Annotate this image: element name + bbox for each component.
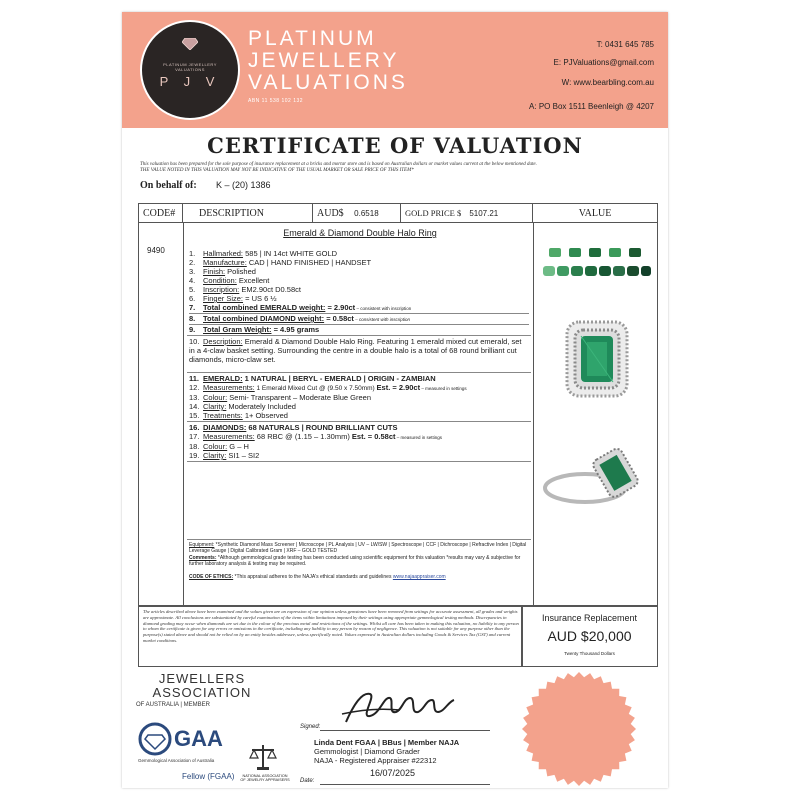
ring-side-view-icon bbox=[541, 438, 651, 514]
spec-number: 15. bbox=[189, 411, 200, 420]
spec-value: 585 | IN 14ct WHITE GOLD bbox=[243, 249, 338, 258]
date-label: Date: bbox=[300, 778, 315, 784]
spec-label: Inscription: bbox=[203, 285, 240, 294]
ring-top-view-icon bbox=[547, 312, 647, 406]
spec-estimate: Est. = 2.90ct bbox=[376, 383, 421, 392]
fellow-title: Fellow (FGAA) bbox=[182, 772, 235, 781]
contact-email[interactable]: E: PJValuations@gmail.com bbox=[553, 58, 654, 67]
logo-letters: P J V bbox=[159, 74, 221, 89]
comments-label: Comments: bbox=[189, 555, 217, 561]
description-text: Emerald & Diamond Double Halo Ring. Featuring 1 emerald mixed cut emerald, set in a 4-claw basket setting. Surrounding the centre in a double halo is a total of 68 round brilliant cut diamonds, micro-claw set. bbox=[189, 337, 522, 364]
spec-number: 9. bbox=[189, 325, 196, 334]
ethics-text: *This appraisal adheres to the NAJA's ethical standards and guidelines bbox=[233, 574, 393, 580]
signature-icon bbox=[340, 684, 460, 728]
spec-number: 13. bbox=[189, 393, 200, 402]
spec-list bbox=[189, 249, 529, 334]
spec-row bbox=[189, 451, 529, 460]
header-aud bbox=[313, 204, 401, 223]
spec-value: 1+ Observed bbox=[242, 411, 288, 420]
spec-label: Measurements: bbox=[203, 383, 255, 392]
spec-number: 11. bbox=[189, 374, 200, 383]
intro-line-1: This valuation has been prepared for the sole purpose of insurance replacement at a bricks and mortar store and is based on Australian dollars or market values current at the below mentioned date. bbox=[140, 162, 537, 167]
spec-row bbox=[189, 276, 529, 285]
insurance-label: Insurance Replacement bbox=[541, 613, 638, 623]
spec-number: 7. bbox=[189, 303, 196, 312]
spec-row bbox=[189, 393, 529, 402]
ja-subtitle: OF AUSTRALIA | MEMBER bbox=[136, 702, 210, 708]
spec-label: Treatments: bbox=[203, 411, 243, 420]
section-divider bbox=[187, 421, 531, 422]
spec-number: 6. bbox=[189, 294, 196, 303]
ethics-note bbox=[189, 574, 531, 580]
spec-row bbox=[189, 303, 529, 313]
contact-phone: T: 0431 645 785 bbox=[596, 40, 654, 49]
spec-value: Semi- Transparent – Moderate Blue Green bbox=[227, 393, 372, 402]
gold-value: 5107.21 bbox=[469, 209, 499, 218]
header-band bbox=[122, 12, 668, 128]
spec-row bbox=[189, 313, 529, 325]
gaa-logo-text: GAA bbox=[174, 726, 223, 751]
signer-registration: NAJA - Registered Appraiser #22312 bbox=[314, 756, 437, 765]
spec-number: 18. bbox=[189, 442, 200, 451]
spec-value: EM2.90ct D0.58ct bbox=[239, 285, 301, 294]
brand-name bbox=[248, 28, 408, 94]
spec-note: – measured in settings bbox=[395, 435, 443, 440]
spec-number: 4. bbox=[189, 276, 196, 285]
emerald-label: EMERALD: bbox=[203, 374, 243, 383]
insurance-amount-words: Twenty Thousand Dollars bbox=[564, 651, 615, 656]
signer-name: Linda Dent FGAA | BBus | Member NAJA bbox=[314, 738, 460, 747]
signed-label: Signed: bbox=[300, 724, 321, 730]
gaa-emblem-icon bbox=[138, 722, 172, 756]
aud-label: AUD$ bbox=[317, 208, 344, 219]
spec-number: 14. bbox=[189, 402, 200, 411]
section-divider bbox=[187, 539, 531, 540]
spec-label: Total combined DIAMOND weight: bbox=[203, 314, 325, 323]
spec-row bbox=[189, 249, 529, 258]
gold-label: GOLD PRICE $ bbox=[405, 208, 462, 218]
spec-label: Clarity: bbox=[203, 402, 227, 411]
header-code: CODE# bbox=[139, 204, 183, 223]
spec-estimate: Est. = 0.58ct bbox=[351, 432, 396, 441]
spec-number: 1. bbox=[189, 249, 196, 258]
header-value: VALUE bbox=[533, 204, 657, 223]
spec-row bbox=[189, 383, 529, 393]
spec-number: 10. bbox=[189, 337, 200, 346]
spec-value: G – H bbox=[227, 442, 249, 451]
section-divider bbox=[187, 335, 531, 336]
spec-row bbox=[189, 258, 529, 267]
seal-stamp-icon bbox=[520, 670, 638, 788]
spec-number: 2. bbox=[189, 258, 196, 267]
diamond-label: DIAMONDS: bbox=[203, 423, 247, 432]
spec-label: Finger Size: bbox=[203, 294, 244, 303]
spec-number: 17. bbox=[189, 432, 200, 441]
spec-value: = 2.90ct bbox=[325, 303, 356, 312]
certificate-page bbox=[122, 12, 668, 788]
equipment-label: Equipment: bbox=[189, 542, 215, 548]
spec-label: Measurements: bbox=[203, 432, 255, 441]
diamond-icon bbox=[182, 38, 198, 50]
emerald-header bbox=[189, 374, 529, 383]
spec-row bbox=[189, 267, 529, 276]
spec-label: Clarity: bbox=[203, 451, 227, 460]
spec-value: = US 6 ½ bbox=[243, 294, 277, 303]
naja-link[interactable]: www.najaappraiser.com bbox=[392, 574, 446, 580]
spec-label: Total Gram Weight: bbox=[203, 325, 272, 334]
spec-label: Manufacture: bbox=[203, 258, 247, 267]
emerald-summary: 1 NATURAL | BERYL - EMERALD | ORIGIN - ZAMBIAN bbox=[242, 374, 436, 383]
spec-number: 12. bbox=[189, 383, 200, 392]
brand-line-3: VALUATIONS bbox=[248, 71, 408, 94]
item-title: Emerald & Diamond Double Halo Ring bbox=[283, 228, 437, 238]
spec-note: – consistent with inscription bbox=[353, 317, 410, 322]
column-divider bbox=[183, 223, 184, 606]
brand-line-2: JEWELLERY bbox=[248, 49, 400, 72]
spec-note: – measured in settings bbox=[420, 386, 467, 391]
signature-line bbox=[320, 730, 490, 731]
section-divider bbox=[187, 461, 531, 462]
spec-value: Moderately Included bbox=[226, 402, 296, 411]
insurance-amount: AUD $20,000 bbox=[547, 628, 632, 644]
ja-line-2: ASSOCIATION bbox=[152, 685, 252, 700]
emerald-section bbox=[189, 374, 529, 420]
item-code: 9490 bbox=[147, 246, 165, 255]
spec-label: Colour: bbox=[203, 393, 228, 402]
ethics-label: CODE OF ETHICS: bbox=[189, 574, 234, 580]
spec-row bbox=[189, 442, 529, 451]
diamond-header bbox=[189, 423, 529, 432]
contact-website[interactable]: W: www.bearbling.com.au bbox=[561, 78, 654, 87]
comments-note bbox=[189, 555, 531, 567]
spec-row bbox=[189, 411, 529, 420]
spec-note: – consistent with inscription bbox=[355, 306, 412, 311]
insurance-box bbox=[521, 605, 658, 667]
contact-address: A: PO Box 1511 Beenleigh @ 4207 bbox=[529, 102, 654, 111]
spec-row bbox=[189, 432, 529, 442]
spec-value: CAD | HAND FINISHED | HANDSET bbox=[246, 258, 372, 267]
spec-value: = 0.58ct bbox=[324, 314, 354, 323]
spec-row bbox=[189, 325, 529, 334]
aud-value: 0.6518 bbox=[354, 209, 379, 218]
equipment-text: *Synthetic Diamond Mass Screener | Microscope | PL Analysis | UV – LW/SW | Spectroscope | CCF | Dichroscope | Refractive Index | Digital Leverage Gauge | Digital Calibrated Gram | XRF – GOLD TESTED bbox=[189, 542, 527, 554]
naja-subtitle: NATIONAL ASSOCIATION OF JEWELRY APPRAISERS bbox=[240, 774, 290, 782]
description-block bbox=[189, 337, 529, 364]
ja-line-1: JEWELLERS bbox=[158, 671, 246, 686]
header-gold-price bbox=[401, 204, 533, 223]
column-divider bbox=[533, 223, 534, 606]
spec-label: Total combined EMERALD weight: bbox=[203, 303, 326, 312]
spec-value: = 4.95 grams bbox=[271, 325, 320, 334]
equipment-note bbox=[189, 542, 531, 554]
page-title: CERTIFICATE OF VALUATION bbox=[207, 133, 583, 158]
spec-value: 1 Emerald Mixed Cut @ (9.50 x 7.50mm) bbox=[254, 385, 377, 392]
valuation-table bbox=[138, 203, 658, 607]
spec-row bbox=[189, 285, 529, 294]
spec-label: Hallmarked: bbox=[203, 249, 244, 258]
spec-value: SI1 – SI2 bbox=[226, 451, 260, 460]
spec-label: Condition: bbox=[203, 276, 237, 285]
abn-number: ABN 11 538 102 132 bbox=[248, 98, 304, 104]
disclaimer-box bbox=[138, 605, 523, 667]
spec-number: 16. bbox=[189, 423, 200, 432]
signer-details bbox=[314, 738, 459, 765]
spec-number: 5. bbox=[189, 285, 196, 294]
behalf-label: On behalf of: bbox=[140, 180, 197, 191]
spec-value: Excellent bbox=[236, 276, 270, 285]
diamond-section bbox=[189, 423, 529, 460]
spec-value: Polished bbox=[225, 267, 256, 276]
comments-text: *Although gemmological grade testing has been conducted using scientific equipment for this valuation *results may vary & subjective for further laboratory analysis & testing may be required. bbox=[189, 555, 521, 567]
pjv-logo bbox=[140, 20, 240, 120]
date-line bbox=[320, 784, 490, 785]
header-description: DESCRIPTION bbox=[183, 204, 313, 223]
spec-number: 3. bbox=[189, 267, 196, 276]
gaa-subtitle: Gemmological Association of Australia bbox=[138, 758, 215, 763]
jewellers-association-logo bbox=[142, 672, 262, 700]
spec-number: 19. bbox=[189, 451, 200, 460]
section-divider bbox=[187, 372, 531, 373]
naja-scales-icon bbox=[248, 742, 278, 772]
diamond-summary: 68 NATURALS | ROUND BRILLIANT CUTS bbox=[246, 423, 398, 432]
disclaimer-text: The articles described above have been examined and the values given are an expression of our opinion unless gemstones have been removed from settings for accurate assessment, all grades and weights are approximate. All conclusions are substantiated by careful examination of the items within limitations imposed by their settings using appropriate gemmological testing methods. Discrepancies in diamond grading may occur when diamonds are set due to the colour of the precious metal and restrictions of the settings. Whilst all care has been taken in making this valuation, no liability to any person to whom the certificate is given for any errors or omissions in the certificate, including any liability to any person by reason of negligence. This valuation is not suitable for any purpose other than the purpose(s) stated above and should not be relied on by an entity besides addressee, unless specifically noted. Values expressed in Australian dollars including Goods & Services Tax (GST) and current market conditions. bbox=[143, 609, 519, 643]
brand-line-1: PLATINUM bbox=[248, 27, 377, 50]
spec-number: 8. bbox=[189, 314, 196, 323]
spec-label: Colour: bbox=[203, 442, 228, 451]
spec-value: 68 RBC @ (1.15 – 1.30mm) bbox=[254, 432, 352, 441]
intro-line-2: THE VALUE NOTED IN THIS VALUATION MAY NOT BE INDICATIVE OF THE USUAL MARKET OR SALE PRICE OF THIS ITEM* bbox=[140, 168, 414, 173]
behalf-value: K – (20) 1386 bbox=[216, 180, 271, 190]
signer-title: Gemmologist | Diamond Grader bbox=[314, 747, 420, 756]
date-value: 16/07/2025 bbox=[370, 768, 416, 778]
logo-ring-text: PLATINUM JEWELLERY VALUATIONS bbox=[163, 62, 217, 72]
spec-row bbox=[189, 402, 529, 411]
spec-label: Finish: bbox=[203, 267, 226, 276]
spec-row bbox=[189, 294, 529, 303]
description-label: Description: bbox=[203, 337, 243, 346]
intro-text bbox=[140, 162, 660, 174]
emerald-colour-chart bbox=[537, 244, 655, 290]
